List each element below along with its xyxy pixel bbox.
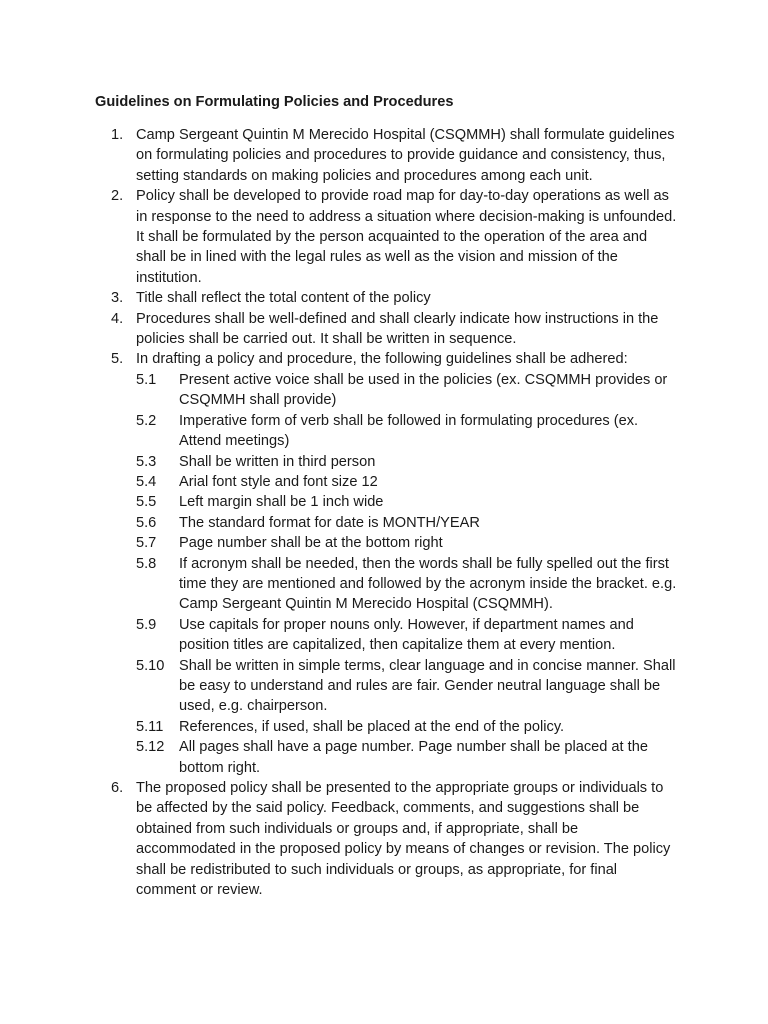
list-item: [0, 778, 680, 900]
sub-list-item: [0, 717, 680, 737]
subitem-number: 5.9: [136, 616, 157, 633]
subitem-text: All pages shall have a page number. Page number shall be placed at the bottom right.: [179, 739, 648, 776]
sub-list-item: [0, 513, 680, 533]
item-number: 5.: [111, 351, 124, 368]
subitem-text: References, if used, shall be placed at the end of the policy.: [179, 718, 565, 735]
list-item: [0, 309, 680, 350]
item-number: 6.: [111, 780, 124, 796]
sub-list-item: [0, 737, 680, 778]
list-item: [0, 186, 680, 288]
subitem-text: Imperative form of verb shall be followed in formulating procedures (ex. Attend meetings): [179, 412, 639, 450]
subitem-number: 5.2: [136, 412, 157, 429]
item-text: Camp Sergeant Quintin M Merecido Hospital (CSQMMH) shall formulate guidelines on formulating policies and procedures to provide guidance and consistency, thus, setting standards on making policies and procedures among each unit.: [136, 127, 675, 184]
item-text: The proposed policy shall be presented to the appropriate groups or individuals to be affected by the said policy. Feedback, comments, and suggestions shall be obtained from such individuals or groups and, if appropriate, shall be accommodated in the proposed policy by means of changes or revision. The policy shall be redistributed to such individuals or groups, as appropriate, for final comment or review.: [136, 780, 671, 899]
item-number: 2.: [111, 188, 124, 205]
list-item: [0, 349, 680, 369]
subitem-text: Shall be written in simple terms, clear language and in concise manner. Shall be easy to understand and rules are fair. Gender neutral language shall be used, e.g. chairperson.: [179, 657, 676, 715]
subitem-number: 5.8: [136, 555, 157, 572]
subitem-text: Page number shall be at the bottom right: [179, 535, 443, 552]
subitem-number: 5.1: [136, 371, 157, 388]
item-number: 4.: [111, 310, 124, 327]
sub-list-item: [0, 472, 680, 492]
sub-list-item: [0, 533, 680, 553]
sub-list-item: [0, 370, 680, 411]
subitem-number: 5.10: [136, 657, 165, 674]
list-item: [0, 288, 680, 308]
subitem-number: 5.4: [136, 473, 157, 490]
subitem-number: 5.6: [136, 514, 157, 531]
subitem-text: Arial font style and font size 12: [179, 473, 378, 490]
subitem-number: 5.12: [136, 739, 165, 756]
item-text: Title shall reflect the total content of the policy: [136, 290, 431, 307]
item-number: 3.: [111, 290, 124, 307]
subitem-number: 5.3: [136, 453, 157, 470]
subitem-text: If acronym shall be needed, then the words shall be fully spelled out the first time they are mentioned and followed by the acronym inside the bracket. e.g. Camp Sergeant Quintin M Merecido Hospital (CSQMMH).: [179, 555, 677, 613]
document-title: Guidelines on Formulating Policies and Procedures: [95, 94, 454, 110]
subitem-text: Shall be written in third person: [179, 453, 376, 470]
guidelines-list: [0, 125, 768, 900]
list-item: [0, 125, 680, 186]
subitem-text: Use capitals for proper nouns only. However, if department names and position titles are capitalized, then capitalize them at every mention.: [179, 616, 634, 654]
item-number: 1.: [111, 127, 124, 143]
sub-list-item: [0, 492, 680, 512]
subitem-text: Present active voice shall be used in the policies (ex. CSQMMH provides or CSQMMH shall provide): [179, 371, 668, 409]
subitem-text: The standard format for date is MONTH/YEAR: [179, 514, 480, 531]
sub-list-item: [0, 656, 680, 717]
item-text: Procedures shall be well-defined and shall clearly indicate how instructions in the policies shall be carried out. It shall be written in sequence.: [136, 310, 659, 348]
sub-list-item: [0, 554, 680, 615]
sub-list-item: [0, 615, 680, 656]
subitem-text: Left margin shall be 1 inch wide: [179, 494, 384, 511]
item-text: Policy shall be developed to provide road map for day-to-day operations as well as in response to the need to address a situation where decision-making is unfounded. It shall be formulated by the person acquainted to the operation of the area and shall be in lined with the legal rules as well as the vision and mission of the institution.: [136, 188, 677, 286]
subitem-number: 5.5: [136, 494, 157, 511]
sub-list-item: [0, 452, 680, 472]
subitem-number: 5.7: [136, 535, 157, 552]
item-text: In drafting a policy and procedure, the following guidelines shall be adhered:: [136, 351, 628, 368]
sub-list-item: [0, 411, 680, 452]
subitem-number: 5.11: [136, 718, 164, 735]
